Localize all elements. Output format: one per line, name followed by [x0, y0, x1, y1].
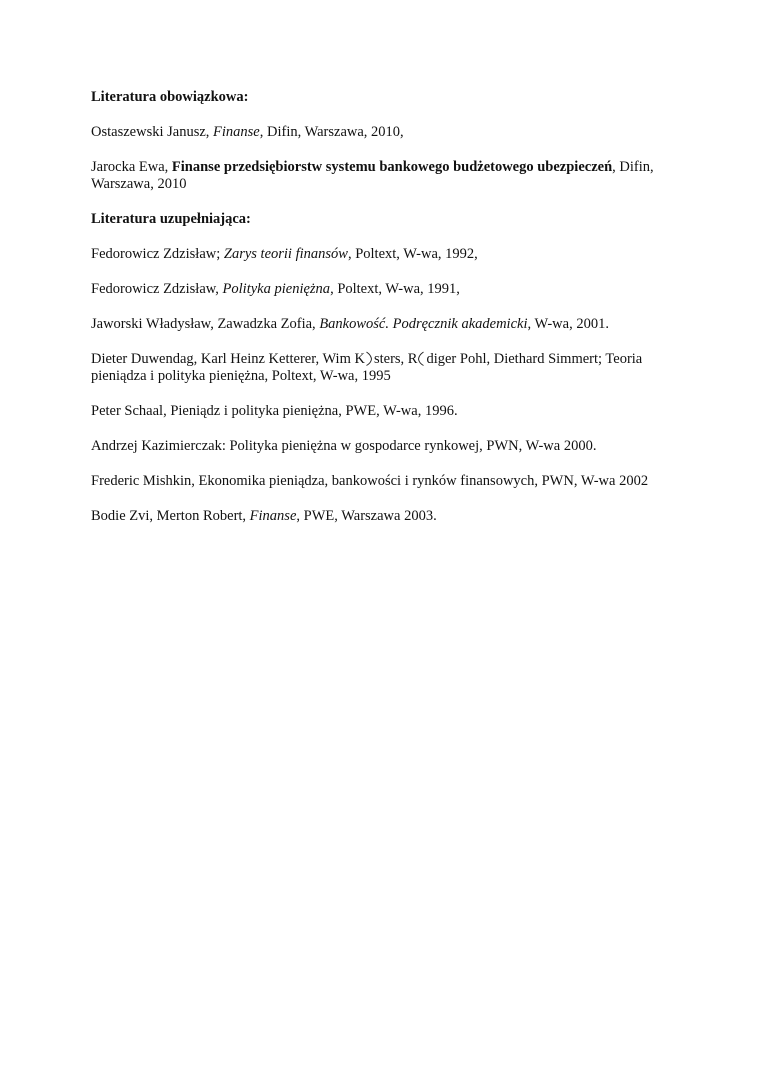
reference-title: Finanse [213, 124, 260, 140]
reference-publisher: , Poltext, W-wa, 1992, [347, 246, 478, 262]
missing-glyph-icon [365, 351, 374, 366]
reference-title: Finanse [249, 508, 297, 524]
reference-title: Finanse przedsiębiorstw systemu bankowego budżetowego ubezpieczeń [171, 159, 613, 175]
reference-entry [91, 124, 671, 141]
reference-entry [91, 281, 671, 298]
reference-authors: Jaworski Władysław, Zawadzka Zofia, [91, 316, 320, 332]
reference-publisher: , Poltext, W-wa, 1991, [330, 281, 460, 297]
reference-title: Zarys teorii finansów [223, 246, 348, 262]
reference-authors: Bodie Zvi, Merton Robert, [91, 508, 250, 524]
supplementary-literature-heading: Literatura uzupełniająca: [91, 211, 251, 227]
reference-text-part: Dieter Duwendag, Karl Heinz Ketterer, Wim K [91, 351, 365, 367]
document-page [91, 89, 671, 543]
reference-entry [91, 351, 671, 385]
reference-text-part: sters, R [373, 351, 418, 367]
reference-entry [91, 508, 671, 525]
reference-authors: Ostaszewski Janusz, [91, 124, 214, 140]
reference-authors: Fedorowicz Zdzisław, [91, 281, 223, 297]
reference-title: Bankowość. Podręcznik akademicki [319, 316, 528, 332]
reference-publisher: , Difin, Warszawa, 2010, [259, 124, 404, 140]
reference-text-part: diger Pohl, Diethard Simmert; Teoria pieniądza i polityka pieniężna, Poltext, W-wa, 1995 [91, 351, 643, 384]
reference-title: Polityka pieniężna [222, 281, 331, 297]
reference-entry: Peter Schaal, Pieniądz i polityka pieniężna, PWE, W-wa, 1996. [91, 403, 458, 419]
reference-entry: Frederic Mishkin, Ekonomika pieniądza, bankowości i rynków finansowych, PWN, W-wa 2002 [91, 473, 649, 489]
reference-entry [91, 159, 671, 193]
reference-authors: Jarocka Ewa, [91, 159, 172, 175]
reference-publisher: , PWE, Warszawa 2003. [296, 508, 437, 524]
reference-publisher: , W-wa, 2001. [527, 316, 609, 332]
reference-entry [91, 316, 671, 333]
reference-entry: Andrzej Kazimierczak: Polityka pieniężna w gospodarce rynkowej, PWN, W-wa 2000. [91, 438, 597, 454]
reference-entry [91, 246, 671, 263]
reference-publisher: , Difin, Warszawa, 2010 [91, 159, 654, 192]
reference-authors: Fedorowicz Zdzisław; [91, 246, 224, 262]
missing-glyph-icon [417, 351, 426, 366]
required-literature-heading: Literatura obowiązkowa: [91, 89, 249, 105]
